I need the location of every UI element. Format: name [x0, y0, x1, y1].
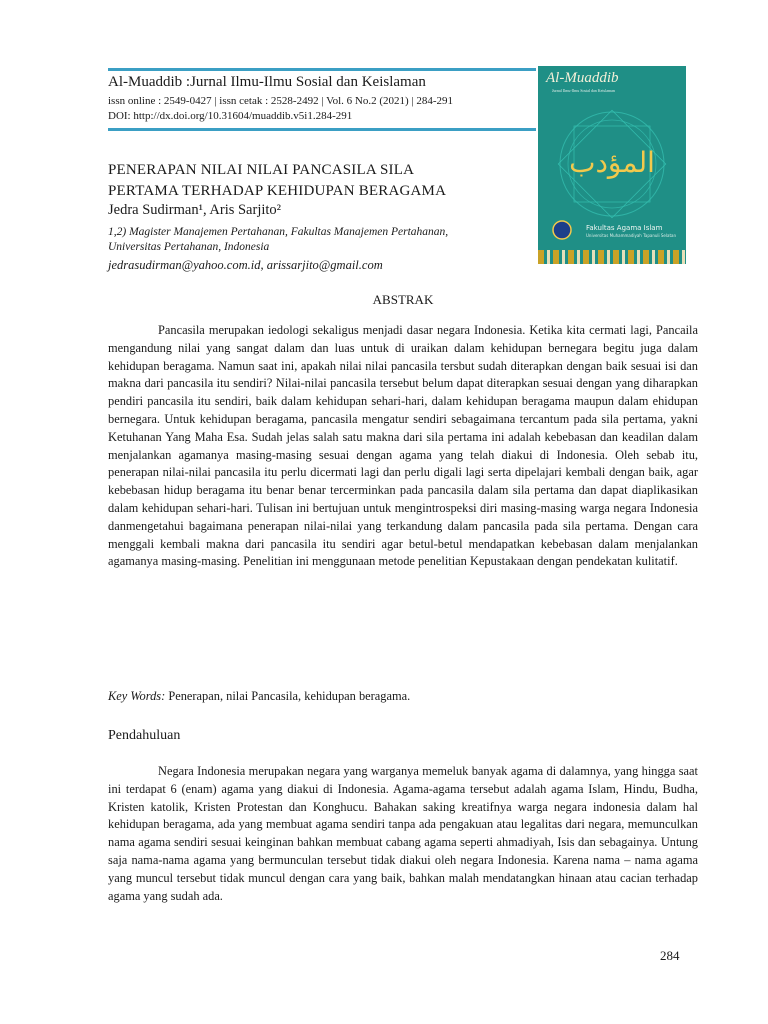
- section-heading: Pendahuluan: [108, 728, 181, 743]
- page-number: 284: [660, 948, 680, 963]
- paper-title-line-1: PENERAPAN NILAI NILAI PANCASILA SILA: [108, 162, 415, 178]
- cover-university: Universitas Muhammadiyah Tapanuli Selatan: [586, 233, 677, 238]
- journal-cover-image: [538, 66, 686, 264]
- cover-subtitle: Jurnal Ilmu-Ilmu Sosial dan Keislaman: [552, 88, 615, 93]
- keywords-text: Penerapan, nilai Pancasila, kehidupan beragama.: [165, 689, 411, 703]
- author-emails: jedrasudirman@yahoo.com.id, arissarjito@gmail.com: [108, 258, 383, 272]
- affiliation-line-2: Universitas Pertahanan, Indonesia: [108, 241, 270, 253]
- journal-title: Al-Muaddib :Jurnal Ilmu-Ilmu Sosial dan Keislaman: [108, 74, 426, 90]
- cover-faculty: Fakultas Agama Islam: [586, 224, 663, 232]
- header-rule-top: [108, 68, 536, 71]
- keywords: [108, 689, 698, 704]
- cover-arabic-title: المؤدب: [569, 146, 655, 179]
- abstract-paragraph: Pancasila merupakan iedologi sekaligus menjadi dasar negara Indonesia. Ketika kita cermati lagi, Pancaila mengandung nilai yang sangat dalam dan luas untuk di uraikan dalam kehidupan bernegara begitu juga dalam kehidupan beragama. Namun saat ini, apakah nilai nilai pancasila tersbut sudah diterapkan dengan baik sesuai isi dan makna dari pancasila itu sendiri? Nilai-nilai pancasila tersebut belum dapat diterapkan sesuai dengan yang diharapkan pendiri pancasila itu sendiri, baik dalam kehidupan sehari-hari, dalam kehidupan beragama maupun dalam ehidupan bernegara. Untuk kehidupan beragama, pancasila mengatur sendiri sebagaimana tercantum pada sila pertama, yakni Ketuhanan Yang Maha Esa. Sudah jelas salah satu makna dari sila pertama ini adalah kebebasan dan keadilan dalam menjalankan agamanya masing-masing sesuai dengan agama yang telah diakui di Indonesia. Oleh sebab itu, penerapan nilai-nilai pancasila itu perlu dicermati lagi dan perlu digali lagi serta dipelajari kembali dengan baik, agar kebebasan hidup beragama itu benar benar tercerminkan pada pancasila dalam sila pertama dan dapat diaplikasikan dalam kehidupan sehari-hari. Tulisan ini bertujuan untuk mengintrospeksi diri masing-masing warga negara Indonesia danmengetahui bagaimana penerapan nilai-nilai yang terkandung dalam pancasila pada sila pertama. Dengan cara menggali kembali makna dari pancasila itu sendiri agar betul-betul mendapatkan kebebasan dalam menjalankan agamanya masing-masing. Penelitian ini menggunaan metode penelitian Kepustakaan dengan pendekatan kulitatif.: [108, 323, 698, 569]
- affiliation: [108, 225, 528, 255]
- paper-title-line-2: PERTAMA TERHADAP KEHIDUPAN BERAGAMA: [108, 183, 447, 199]
- cover-pattern-border: [538, 250, 686, 264]
- issn-line: issn online : 2549-0427 | issn cetak : 2528-2492 | Vol. 6 No.2 (2021) | 284-291: [108, 95, 454, 107]
- doi-line: DOI: http://dx.doi.org/10.31604/muaddib.v5i1.284-291: [108, 110, 353, 122]
- abstract-heading: ABSTRAK: [372, 292, 434, 307]
- affiliation-line-1: 1,2) Magister Manajemen Pertahanan, Fakultas Manajemen Pertahanan,: [108, 226, 449, 238]
- keywords-label: Key Words:: [108, 689, 166, 703]
- header-rule-bottom: [108, 128, 536, 131]
- authors: Jedra Sudirman¹, Aris Sarjito²: [108, 202, 282, 218]
- cover-title: Al-Muaddib: [546, 70, 619, 86]
- paper-title: [108, 160, 446, 202]
- intro-paragraph: Negara Indonesia merupakan negara yang warganya memeluk banyak agama di dalamnya, yang hingga saat ini terdapat 6 (enam) agama yang diakui di Indonesia. Agama-agama tersebut adalah agama Islam, Hindu, Budha, Kristen katolik, Kristen Protestan dan Konghucu. Bahakan saking kreatifnya warga negara indonesia dalam hal kehidupan beragama, ada yang membuat agama sendiri tanpa ada pengakuan atau legalitas dari negara, memunculkan nama agama sendiri sesuai keinginan bahkan membuat cabang agama seperti ahmadiyah, Isis dan sebagainya. Untung saja nama-nama agama yang bermunculan tersebut tidak diakui oleh negara Indonesia. Karena nama – nama agama yang muncul tersebut tidak muncul dengan cara yang baik, bahkan malah mendatangkan hinaan atau cacian terhadap agama yang sudah ada.: [108, 764, 698, 903]
